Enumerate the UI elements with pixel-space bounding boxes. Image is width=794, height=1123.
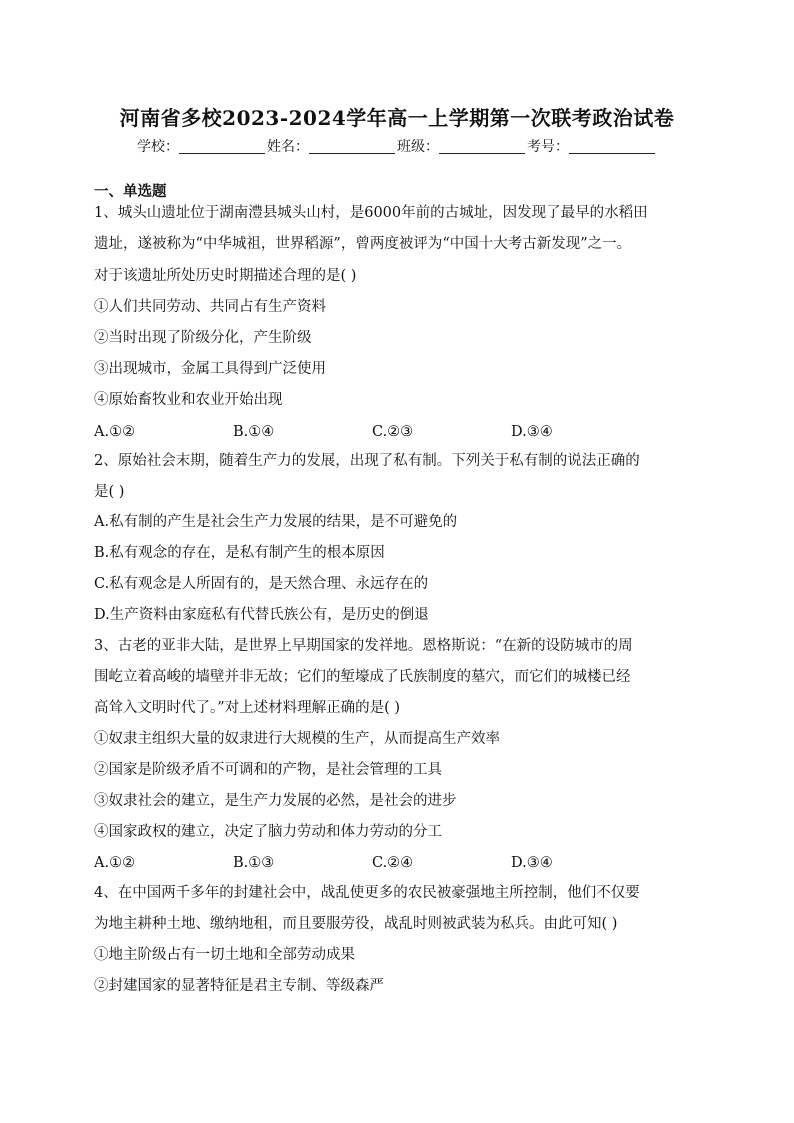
question-1-choice-d[interactable]: D.③④ [511,424,553,440]
exam-title: 河南省多校2023-2024学年高一上学期第一次联考政治试卷 [119,106,675,130]
student-info-line [0,136,794,156]
question-3-stem-line: 围屹立着高峻的墙壁并非无故；它们的堑壕成了氏族制度的墓穴，而它们的城楼已经 [94,669,631,685]
question-1-statement: ④原始畜牧业和农业开始出现 [94,392,283,408]
question-1-choice-c[interactable]: C.②③ [372,424,414,440]
question-4-statement: ②封建国家的显著特征是君主专制、等级森严 [94,978,384,994]
question-3-choice-b[interactable]: B.①③ [233,855,275,871]
question-3-statement: ①奴隶主组织大量的奴隶进行大规模的生产，从而提高生产效率 [94,731,500,747]
question-2-stem-line: 是( ) [94,484,125,500]
question-3-statement: ②国家是阶级矛盾不可调和的产物，是社会管理的工具 [94,762,442,778]
class-label: 班级： [397,139,439,155]
school-blank[interactable] [179,139,265,154]
school-label: 学校： [137,139,179,155]
question-1-statement: ①人们共同劳动、共同占有生产资料 [94,299,326,315]
name-label: 姓名： [267,139,309,155]
exam-number-blank[interactable] [569,139,655,154]
question-3-stem-line: 3、古老的亚非大陆，是世界上早期国家的发祥地。恩格斯说：“在新的设防城市的周 [94,638,633,654]
question-1-stem-line: 遗址，遂被称为“中华城祖，世界稻源”，曾两度被评为“中国十大考古新发现”之一。 [94,236,632,252]
question-2-choice-a[interactable]: A.私有制的产生是社会生产力发展的结果，是不可避免的 [94,514,458,530]
exam-number-label: 考号： [527,139,569,155]
question-1-statement: ③出现城市，金属工具得到广泛使用 [94,361,326,377]
question-4-stem-line: 为地主耕种土地、缴纳地租，而且要服劳役，战乱时则被武装为私兵。由此可知( ) [94,916,618,932]
question-4-statement: ①地主阶级占有一切土地和全部劳动成果 [94,947,355,963]
question-3-statement: ③奴隶社会的建立，是生产力发展的必然，是社会的进步 [94,793,457,809]
question-4-stem-line: 4、在中国两千多年的封建社会中，战乱使更多的农民被豪强地主所控制，他们不仅要 [94,885,640,901]
question-2-stem-line: 2、原始社会末期，随着生产力的发展，出现了私有制。下列关于私有制的说法正确的 [94,453,640,469]
name-blank[interactable] [309,139,395,154]
question-2-choice-d[interactable]: D.生产资料由家庭私有代替氏族公有，是历史的倒退 [94,607,429,623]
question-3-statement: ④国家政权的建立，决定了脑力劳动和体力劳动的分工 [94,824,442,840]
question-3-choice-d[interactable]: D.③④ [511,855,553,871]
section-heading: 一、单选题 [94,183,167,200]
question-2-choice-b[interactable]: B.私有观念的存在，是私有制产生的根本原因 [94,545,385,561]
question-3-choice-c[interactable]: C.②④ [372,855,414,871]
question-1-statement: ②当时出现了阶级分化，产生阶级 [94,330,312,346]
question-2-choice-c[interactable]: C.私有观念是人所固有的，是天然合理、永远存在的 [94,576,429,592]
question-1-choice-a[interactable]: A.①② [94,424,136,440]
class-blank[interactable] [439,139,525,154]
question-3-stem-line: 高耸入文明时代了。”对上述材料理解正确的是( ) [94,700,401,716]
question-1-stem-line: 对于该遗址所处历史时期描述合理的是( ) [94,268,357,284]
question-1-choice-b[interactable]: B.①④ [233,424,275,440]
question-1-stem-line: 1、城头山遗址位于湖南澧县城头山村，是6000年前的古城址，因发现了最早的水稻田 [94,205,648,221]
question-3-choice-a[interactable]: A.①② [94,855,136,871]
